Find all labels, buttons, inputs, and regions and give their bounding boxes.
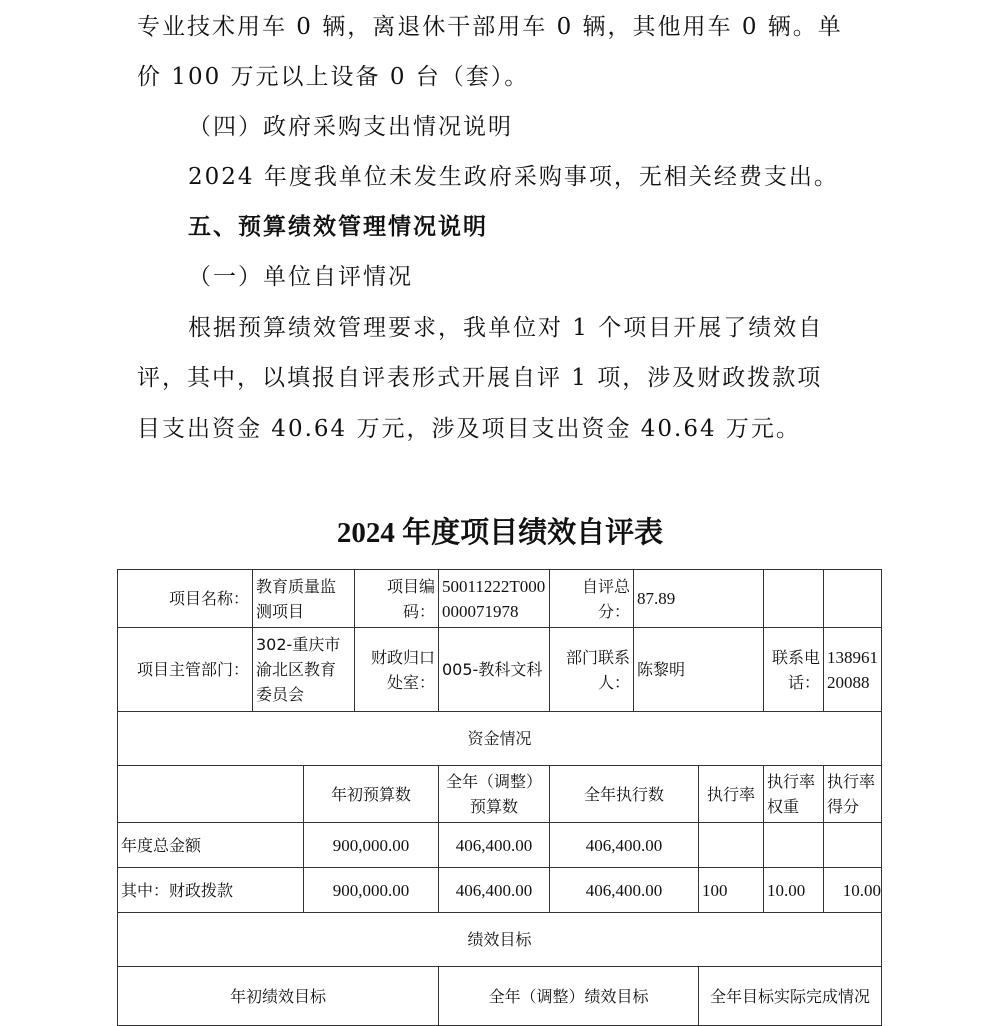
row-label: 年度总金额 xyxy=(117,822,304,868)
label: 财政归口处室： xyxy=(354,627,439,712)
cell: 900,000.00 xyxy=(303,867,439,913)
project-code: 50011222T000000071978 xyxy=(438,569,550,628)
phone: 13896120088 xyxy=(823,627,882,712)
cell: 10.00 xyxy=(823,867,882,913)
section-heading: （四）政府采购支出情况说明 xyxy=(188,114,513,140)
score: 87.89 xyxy=(633,569,764,628)
department: 302-重庆市渝北区教育委员会 xyxy=(252,627,355,712)
col-header: 全年（调整）预算数 xyxy=(438,765,550,823)
empty-cell xyxy=(117,765,304,823)
project-name: 教育质量监测项目 xyxy=(252,569,355,628)
label: 联系电话： xyxy=(763,627,824,712)
section-heading: （一）单位自评情况 xyxy=(188,264,413,290)
cell: 900,000.00 xyxy=(303,822,439,868)
cell: 10.00 xyxy=(763,867,824,913)
cell: 406,400.00 xyxy=(549,822,699,868)
col-header: 全年（调整）绩效目标 xyxy=(438,966,699,1026)
col-header: 执行率得分 xyxy=(823,765,882,823)
col-header: 年初绩效目标 xyxy=(117,966,439,1026)
finance-office: 005-教科文科 xyxy=(438,627,550,712)
table-title: 2024 年度项目绩效自评表 xyxy=(336,517,664,549)
contact-person: 陈黎明 xyxy=(633,627,764,712)
cell: 406,400.00 xyxy=(438,867,550,913)
cell: 100 xyxy=(698,867,764,913)
cell xyxy=(698,822,764,868)
section-heading: 五、预算绩效管理情况说明 xyxy=(188,213,488,240)
cell: 406,400.00 xyxy=(549,867,699,913)
funds-header: 资金情况 xyxy=(117,711,882,766)
paragraph-line: 根据预算绩效管理要求，我单位对 1 个项目开展了绩效自 xyxy=(188,315,824,341)
col-header: 执行率 xyxy=(698,765,764,823)
paragraph-line: 2024 年度我单位未发生政府采购事项，无相关经费支出。 xyxy=(188,164,839,190)
label: 自评总分： xyxy=(549,569,634,628)
cell xyxy=(823,822,882,868)
label: 项目主管部门： xyxy=(117,627,253,712)
col-header: 全年执行数 xyxy=(549,765,699,823)
cell xyxy=(763,822,824,868)
label: 项目编码： xyxy=(354,569,439,628)
row-label: 其中：财政拨款 xyxy=(117,867,304,913)
col-header: 执行率权重 xyxy=(763,765,824,823)
empty-cell xyxy=(823,569,882,628)
label: 项目名称： xyxy=(117,569,253,628)
paragraph-line: 专业技术用车 0 辆，离退休干部用车 0 辆，其他用车 0 辆。单 xyxy=(137,14,843,40)
empty-cell xyxy=(763,569,824,628)
paragraph-line: 价 100 万元以上设备 0 台（套）。 xyxy=(137,64,530,90)
paragraph-line: 评，其中，以填报自评表形式开展自评 1 项，涉及财政拨款项 xyxy=(137,365,823,391)
label: 部门联系人： xyxy=(549,627,634,712)
performance-header: 绩效目标 xyxy=(117,912,882,967)
cell: 406,400.00 xyxy=(438,822,550,868)
col-header: 全年目标实际完成情况 xyxy=(698,966,882,1026)
col-header: 年初预算数 xyxy=(303,765,439,823)
paragraph-line: 目支出资金 40.64 万元，涉及项目支出资金 40.64 万元。 xyxy=(137,416,801,442)
